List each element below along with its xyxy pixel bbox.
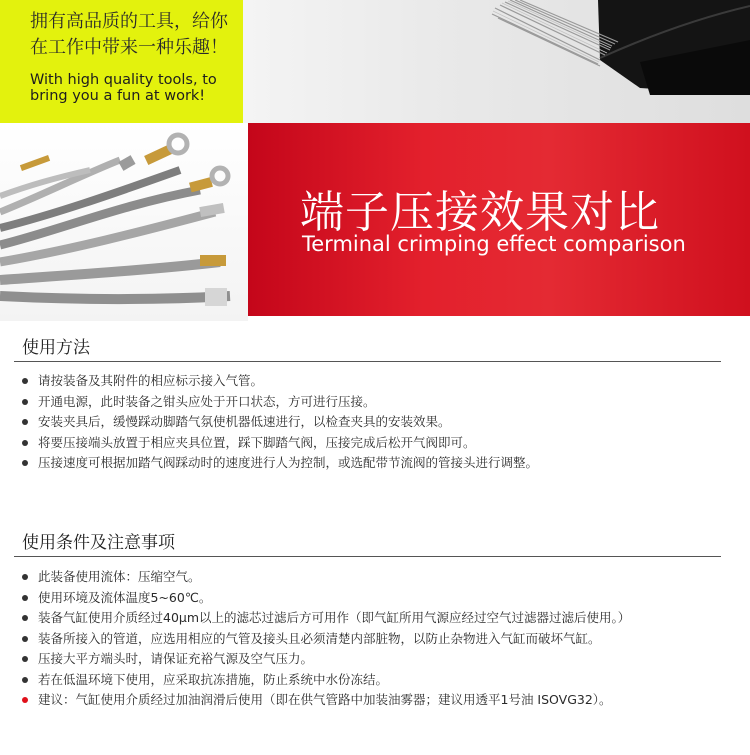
list-item <box>0 433 740 454</box>
list-item <box>0 392 740 413</box>
list-item <box>0 412 740 433</box>
list-item-text: 使用环境及流体温度5~60℃。 <box>38 589 212 605</box>
list-item-text: 建议：气缸使用介质经过加油润滑后使用（即在供气管路中加装油雾器；建议用透平1号油 ISOVG32）。 <box>38 692 612 707</box>
list-item-text: 请按装备及其附件的相应标示接入气管。 <box>38 373 264 388</box>
conditions-divider <box>14 556 721 557</box>
list-item <box>0 371 740 392</box>
bullet-icon <box>22 440 28 446</box>
list-item <box>0 649 740 670</box>
list-item-text: 压接速度可根据加踏气阀踩动时的速度进行人为控制，或选配带节流阀的管接头进行调整。 <box>38 455 539 470</box>
bullet-icon <box>22 636 28 642</box>
usage-title: 使用方法 <box>22 338 90 358</box>
list-item-text: 若在低温环境下使用，应采取抗冻措施，防止系统中水份冻结。 <box>38 671 389 687</box>
crimp-terminals-graphic <box>0 135 230 306</box>
usage-divider <box>14 361 721 362</box>
bullet-icon <box>22 378 28 384</box>
banner-title-en: Terminal crimping effect comparison <box>302 232 686 256</box>
header-banner <box>0 0 750 321</box>
list-item-text: 开通电源，此时装备之钳头应处于开口状态，方可进行压接。 <box>38 393 376 409</box>
slogan-cn <box>30 9 228 61</box>
bullet-icon <box>22 677 28 683</box>
list-item <box>0 588 740 609</box>
list-item <box>0 453 740 474</box>
red-bullet-icon <box>22 697 28 703</box>
list-item-text: 装备气缸使用介质经过40μm以上的滤芯过滤后方可用作（即气缸所用气源应经过空气过滤器过滤后使用。） <box>38 610 631 625</box>
slogan-en-line2: bring you a fun at work! <box>30 88 206 104</box>
list-item <box>0 608 740 629</box>
bullet-icon <box>22 419 28 425</box>
bullet-icon <box>22 615 28 621</box>
bullet-icon <box>22 460 28 466</box>
bullet-icon <box>22 399 28 405</box>
list-item <box>0 567 740 588</box>
bullet-icon <box>22 656 28 662</box>
list-item-suggestion <box>0 690 740 711</box>
usage-section <box>0 321 750 501</box>
list-item-text: 安装夹具后，缓慢踩动脚踏气氛使机器低速进行，以检查夹具的安装效果。 <box>38 414 451 429</box>
conditions-title: 使用条件及注意事项 <box>22 533 175 553</box>
list-item <box>0 670 740 691</box>
list-item-text: 此装备使用流体：压缩空气。 <box>38 569 201 584</box>
slogan-en-line1: With high quality tools, to <box>30 72 217 88</box>
slogan-box <box>0 0 243 123</box>
slogan-en <box>30 72 217 104</box>
conditions-section <box>0 520 750 755</box>
slogan-cn-line1: 拥有高品质的工具，给你 <box>30 11 228 32</box>
list-item-text: 压接大平方端头时，请保证充裕气源及空气压力。 <box>38 651 314 666</box>
list-item-text: 装备所接入的管道，应选用相应的气管及接头且必须清楚内部脏物，以防止杂物进入气缸而破坏气缸。 <box>38 630 601 646</box>
list-item-text: 将要压接端头放置于相应夹具位置，踩下脚踏气阀，压接完成后松开气阀即可。 <box>38 434 476 450</box>
conditions-list <box>0 567 740 711</box>
banner-title-cn: 端子压接效果对比 <box>300 187 660 238</box>
list-item <box>0 629 740 650</box>
stripped-cable-graphic <box>492 0 750 95</box>
bullet-icon <box>22 574 28 580</box>
slogan-cn-line2: 在工作中带来一种乐趣！ <box>30 37 228 58</box>
bullet-icon <box>22 595 28 601</box>
usage-list <box>0 371 740 474</box>
